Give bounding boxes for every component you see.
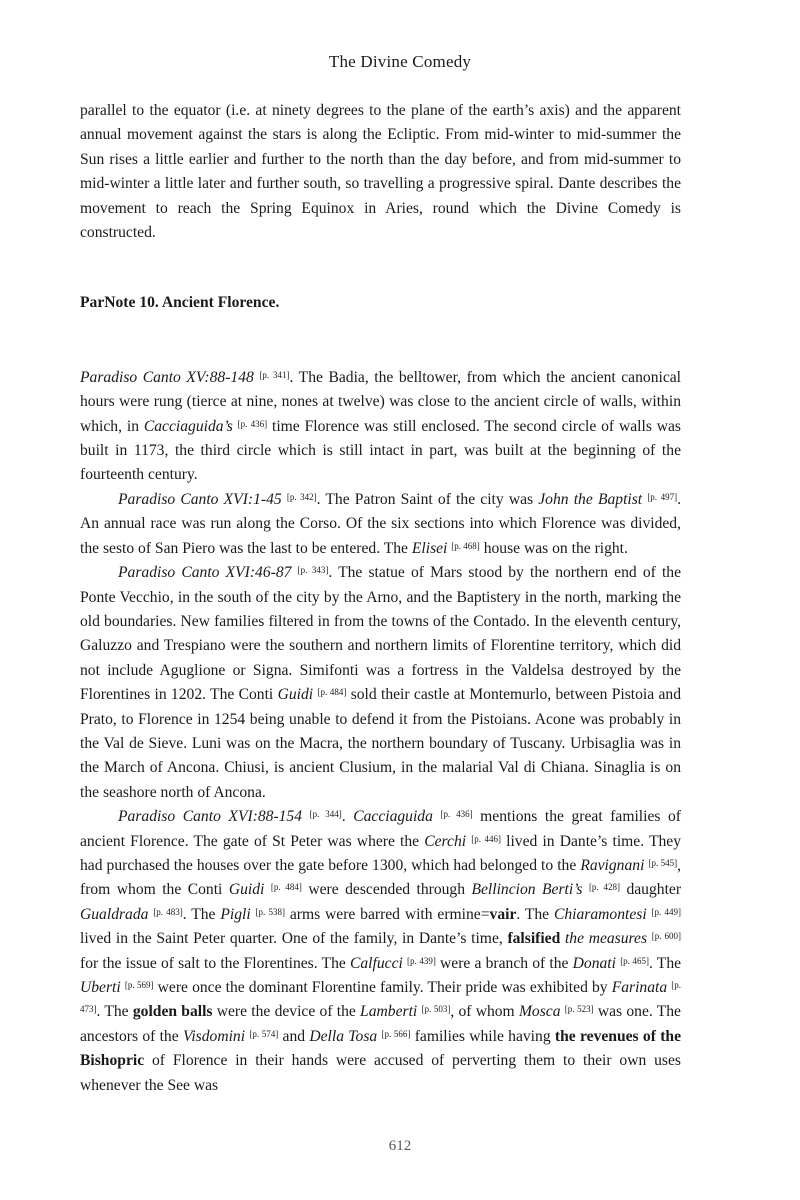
page-reference[interactable]: [p. 483] [153,906,183,917]
page-reference[interactable]: [p. 574] [249,1028,279,1039]
glossary-link[interactable]: Bellincion Berti’s [471,881,583,899]
intro-paragraph: parallel to the equator (i.e. at ninety degrees to the plane of the earth’s axis) and the apparent annual movement against the stars is along the Ecliptic. From mid-winter to mid-summer the Sun rises a little earlier and further to the north than the day before, and from mid-summer to mid-winter a little later and further south, so travelling a progressive spiral. Dante describes the movement to reach the Spring Equinox in Aries, round which the Divine Comedy is constructed. [80,102,681,242]
page-reference[interactable]: [p. 436] [440,809,473,820]
glossary-link[interactable]: Elisei [411,539,448,557]
glossary-link[interactable]: the measures [564,930,648,948]
page-reference[interactable]: [p. 569] [124,980,154,990]
page-reference[interactable]: [p. 503] [421,1004,451,1015]
page-reference[interactable]: [p. 523] [564,1004,594,1015]
paragraph-text: . The [182,905,221,923]
page-reference[interactable]: [p. 343] [297,565,329,576]
emphasis-term[interactable]: vair [489,905,517,923]
emphasis-term[interactable]: falsified [507,930,561,948]
paragraph-text: families while having [410,1027,555,1045]
emphasis-term[interactable]: the revenues of the Bishopric [80,1027,681,1070]
page-reference[interactable]: [p. 484] [270,882,302,893]
glossary-link[interactable]: Lamberti [360,1003,418,1021]
canto-citation[interactable]: Paradiso Canto XVI:46-87 [118,564,292,582]
glossary-link[interactable]: Uberti [80,979,121,996]
page-reference[interactable]: [p. 465] [620,955,649,966]
glossary-link[interactable]: John the Baptist [538,490,643,508]
paragraph-text: were descended through [301,881,472,899]
paragraph-canto-xvi-46-87 [80,561,681,805]
paragraph-text: for the issue of salt to the Florentines. The [80,954,350,972]
page-reference[interactable]: [p. 545] [648,857,678,868]
page-body [80,99,681,1098]
paragraph-text: . The [648,954,682,972]
canto-citation[interactable]: Paradiso Canto XVI:1-45 [118,490,282,508]
paragraph-text: mentions the great families of ancient Florence. The gate of St Peter was where the [80,808,682,850]
page-reference[interactable]: [p. 473] [80,980,682,1015]
glossary-link[interactable]: Pigli [220,905,251,923]
paragraph-text: was one. The ancestors of the [80,1003,681,1045]
paragraph-text: daughter [620,881,682,899]
paragraph-text: , from whom the Conti [80,856,682,899]
page-reference[interactable]: [p. 428] [588,882,620,893]
page-reference[interactable]: [p. 484] [317,687,347,698]
page-reference[interactable]: [p. 446] [471,833,501,844]
glossary-link[interactable]: Visdomini [182,1027,246,1045]
glossary-link[interactable]: Cerchi [424,832,467,850]
glossary-link[interactable]: Cacciaguida [353,808,433,826]
emphasis-term[interactable]: golden balls [132,1003,213,1021]
paragraph-text: . An annual race was run along the Corso. Of the six sections into which Florence was divided, the sesto of San Piero was the last to be entered. The [80,490,681,557]
page-number: 612 [388,1138,412,1154]
paragraph-text: . [341,808,354,826]
glossary-link[interactable]: Cacciaguida’s [143,417,233,435]
paragraph-text: . The statue of Mars stood by the northern end of the Ponte Vecchio, in the south of the city by the Arno, and the Baptistery in the north, marking the old boundaries. New families filtered in from the towns of the Contado. In the eleventh century, Galuzzo and Trespiano were the southern and northern limits of Florentine territory, which did not include Aguglione or Signa. Simifonti was a fortress in the Valdelsa destroyed by the Florentines in 1202. The Conti [80,564,682,704]
paragraph-text: were a branch of the [435,954,573,972]
glossary-link[interactable]: Farinata [611,979,668,996]
paragraph-text: sold their castle at Montemurlo, between Pistoia and Prato, to Florence in 1254 being unable to defend it from the Pistoians. Acone was probably in the Val de Sieve. Luni was on the Macra, the northern boundary of Tuscany. Urbisaglia was in the March of Ancona. Chiusi, is ancient Clusium, in the malarial Val di Chiana. Sinaglia is on the seashore north of Ancona. [80,686,682,801]
page-reference[interactable]: [p. 449] [651,906,681,917]
running-head: The Divine Comedy [328,52,472,71]
paragraph-text: were once the dominant Florentine family. Their pride was exhibited by [153,979,612,996]
paragraph-text: , of whom [450,1003,519,1021]
page-reference[interactable]: [p. 566] [381,1028,411,1039]
glossary-link[interactable]: Chiaramontesi [553,905,647,923]
paragraph-text: . The [96,1003,133,1021]
glossary-link[interactable]: Calfucci [349,954,403,972]
glossary-link[interactable]: Ravignani [580,856,645,874]
page-reference[interactable]: [p. 342] [286,491,317,502]
paragraph-text: . The [516,905,554,923]
paragraph-canto-xvi-1-45 [80,488,681,561]
canto-citation[interactable]: Paradiso Canto XV:88-148 [80,368,254,386]
glossary-link[interactable]: Donati [572,954,616,972]
paragraph-text: . The Patron Saint of the city was [316,490,539,508]
paragraph-text: lived in Dante’s time. They had purchased the houses over the gate before 1300, which had belonged to the [80,832,681,874]
paragraph-text: . The Badia, the belltower, from which the ancient canonical hours were rung (tierce at nine, nones at twelve) was close to the ancient circle of walls, within which, in [80,368,681,435]
paragraph-canto-xv-88-148 [80,366,681,488]
glossary-link[interactable]: Mosca [518,1003,561,1021]
paragraph-text: and [278,1027,310,1045]
page-reference[interactable]: [p. 538] [255,906,285,917]
page-reference[interactable]: [p. 436] [237,418,268,429]
paragraph-text: arms were barred with ermine= [284,905,490,923]
paragraph-text: were the device of the [212,1003,361,1021]
paragraph-text: house was on the right. [479,539,628,557]
glossary-link[interactable]: Della Tosa [309,1027,378,1045]
paragraph-text: time Florence was still enclosed. The second circle of walls was built in 1173, the third circle which is still intact in part, was built at the beginning of the fourteenth century. [80,417,681,484]
page-reference[interactable]: [p. 497] [647,491,678,502]
paragraph-text: of Florence in their hands were accused of perverting them to their own uses whenever the See was [80,1052,681,1094]
glossary-link[interactable]: Gualdrada [80,905,149,923]
glossary-link[interactable]: Guidi [228,881,265,899]
paragraph-text: lived in the Saint Peter quarter. One of the family, in Dante’s time, [80,930,508,948]
paragraph-canto-xvi-88-154 [80,805,681,1098]
page-reference[interactable]: [p. 341] [259,369,290,380]
page-reference[interactable]: [p. 344] [309,809,342,820]
page-reference[interactable]: [p. 468] [451,540,480,551]
page-reference[interactable]: [p. 439] [407,955,436,966]
glossary-link[interactable]: Guidi [277,686,314,704]
canto-citation[interactable]: Paradiso Canto XVI:88-154 [118,808,303,826]
section-heading: ParNote 10. Ancient Florence. [80,294,280,312]
page-reference[interactable]: [p. 600] [651,931,681,942]
